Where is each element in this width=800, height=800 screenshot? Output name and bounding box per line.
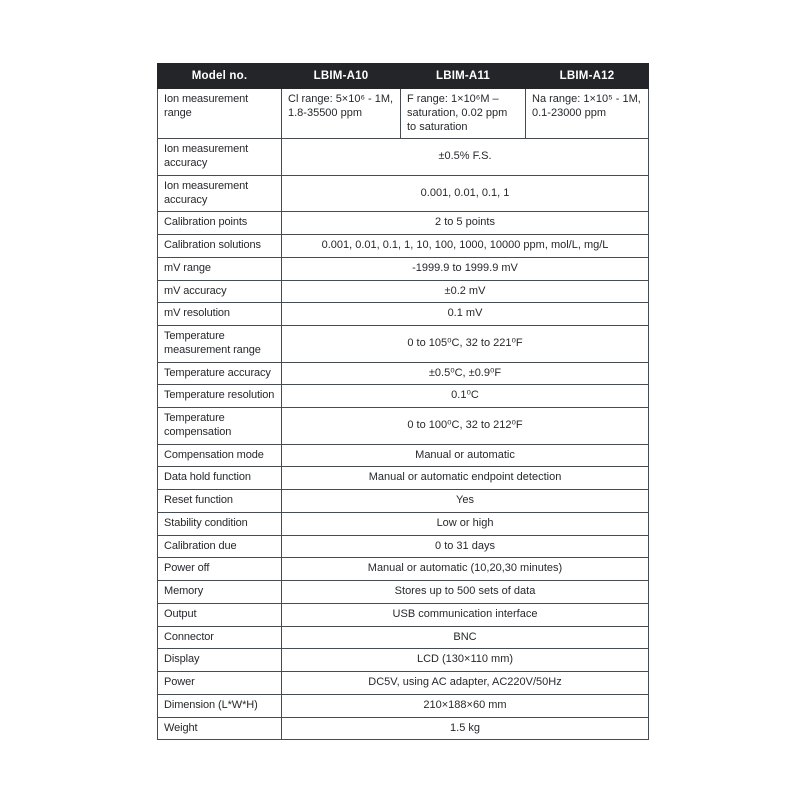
spec-value: LCD (130×110 mm) <box>282 649 649 672</box>
table-row <box>158 581 649 604</box>
spec-value: USB communication interface <box>282 603 649 626</box>
table-row <box>158 89 649 139</box>
table-row <box>158 362 649 385</box>
spec-label: Compensation mode <box>158 444 282 467</box>
spec-value: 0.001, 0.01, 0.1, 1 <box>282 175 649 212</box>
table-row <box>158 626 649 649</box>
spec-label: Reset function <box>158 490 282 513</box>
spec-value: 2 to 5 points <box>282 212 649 235</box>
header-row <box>158 64 649 89</box>
spec-label: Calibration due <box>158 535 282 558</box>
spec-value: Manual or automatic (10,20,30 minutes) <box>282 558 649 581</box>
table-row <box>158 235 649 258</box>
table-row <box>158 280 649 303</box>
spec-value: ±0.5% F.S. <box>282 139 649 176</box>
spec-label: Ion measurement accuracy <box>158 175 282 212</box>
table-row <box>158 139 649 176</box>
spec-label: Temperature resolution <box>158 385 282 408</box>
spec-label: Ion measurement accuracy <box>158 139 282 176</box>
spec-value: 0.1 mV <box>282 303 649 326</box>
table-row <box>158 717 649 740</box>
table-row <box>158 694 649 717</box>
table-row <box>158 535 649 558</box>
spec-value: 0 to 100⁰C, 32 to 212⁰F <box>282 408 649 445</box>
spec-label: Display <box>158 649 282 672</box>
spec-label: Calibration points <box>158 212 282 235</box>
table-row <box>158 408 649 445</box>
spec-label: mV range <box>158 257 282 280</box>
spec-label: Temperature compensation <box>158 408 282 445</box>
spec-value: 1.5 kg <box>282 717 649 740</box>
spec-label: Temperature measurement range <box>158 326 282 363</box>
table-row <box>158 467 649 490</box>
spec-label: Temperature accuracy <box>158 362 282 385</box>
spec-value: Manual or automatic endpoint detection <box>282 467 649 490</box>
header-model-a12: LBIM-A12 <box>526 64 649 89</box>
spec-value: Stores up to 500 sets of data <box>282 581 649 604</box>
spec-value: Cl range: 5×10⁶ - 1M, 1.8-35500 ppm <box>282 89 401 139</box>
header-model-a11: LBIM-A11 <box>401 64 526 89</box>
spec-label: Dimension (L*W*H) <box>158 694 282 717</box>
table-row <box>158 175 649 212</box>
table-row <box>158 649 649 672</box>
table-row <box>158 303 649 326</box>
spec-value: 0 to 31 days <box>282 535 649 558</box>
spec-value: DC5V, using AC adapter, AC220V/50Hz <box>282 672 649 695</box>
table-row <box>158 672 649 695</box>
table-row <box>158 212 649 235</box>
spec-label: Stability condition <box>158 512 282 535</box>
header-model-a10: LBIM-A10 <box>282 64 401 89</box>
spec-value: Low or high <box>282 512 649 535</box>
spec-label: Memory <box>158 581 282 604</box>
spec-value: Yes <box>282 490 649 513</box>
spec-value: ±0.5⁰C, ±0.9⁰F <box>282 362 649 385</box>
table-row <box>158 385 649 408</box>
table-row <box>158 257 649 280</box>
spec-label: Connector <box>158 626 282 649</box>
table-row <box>158 558 649 581</box>
spec-label: Output <box>158 603 282 626</box>
spec-label: Data hold function <box>158 467 282 490</box>
table-row <box>158 326 649 363</box>
header-model-no: Model no. <box>158 64 282 89</box>
spec-value: Manual or automatic <box>282 444 649 467</box>
spec-label: Power <box>158 672 282 695</box>
spec-label: Ion measurement range <box>158 89 282 139</box>
spec-value: 0.001, 0.01, 0.1, 1, 10, 100, 1000, 10000 ppm, mol/L, mg/L <box>282 235 649 258</box>
spec-value: 0 to 105⁰C, 32 to 221⁰F <box>282 326 649 363</box>
spec-value: -1999.9 to 1999.9 mV <box>282 257 649 280</box>
spec-value: 0.1⁰C <box>282 385 649 408</box>
table-row <box>158 603 649 626</box>
spec-label: mV accuracy <box>158 280 282 303</box>
spec-value: ±0.2 mV <box>282 280 649 303</box>
table-row <box>158 444 649 467</box>
table-row <box>158 512 649 535</box>
spec-label: mV resolution <box>158 303 282 326</box>
spec-value: Na range: 1×10⁵ - 1M, 0.1-23000 ppm <box>526 89 649 139</box>
spec-label: Calibration solutions <box>158 235 282 258</box>
spec-value: F range: 1×10⁶M – saturation, 0.02 ppm to saturation <box>401 89 526 139</box>
spec-value: 210×188×60 mm <box>282 694 649 717</box>
spec-label: Weight <box>158 717 282 740</box>
spec-table <box>157 63 649 740</box>
spec-value: BNC <box>282 626 649 649</box>
spec-label: Power off <box>158 558 282 581</box>
table-row <box>158 490 649 513</box>
